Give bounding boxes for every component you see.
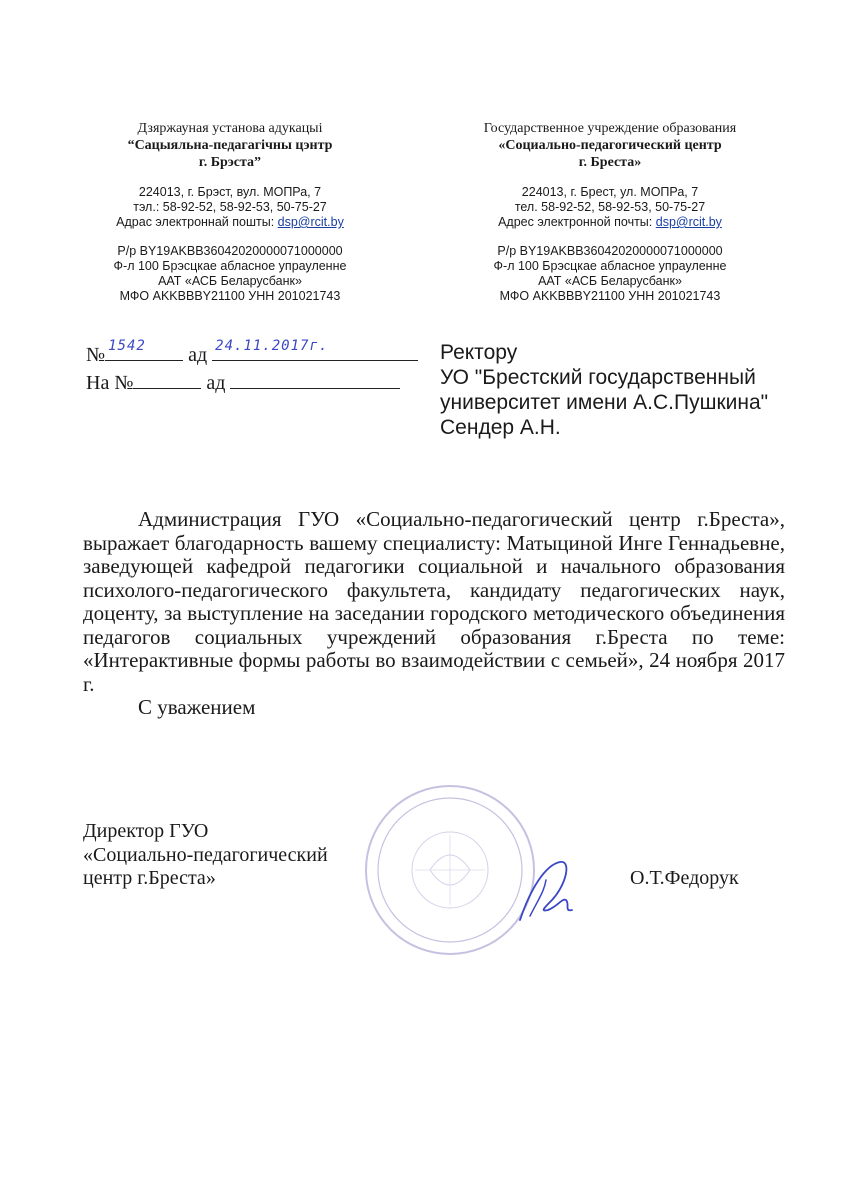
handwritten-number: 1542: [108, 338, 146, 354]
date-field: [212, 340, 418, 361]
signature-title-line1: Директор ГУО: [83, 820, 209, 842]
bank-name: ААТ «АСБ Беларусбанк»: [158, 274, 302, 288]
addressee-line3: университет имени А.С.Пушкина": [440, 391, 769, 414]
org-email-row: [80, 215, 380, 230]
org-name-line3: г. Бреста»: [578, 155, 642, 170]
org-address: 224013, г. Брэст, вул. МОПРа, 7: [138, 185, 322, 199]
org-name-line2: “Сацыяльна-педагагічны цэнтр: [127, 138, 333, 153]
org-email-row: [450, 215, 770, 230]
reply-label: На №: [86, 372, 134, 394]
bank-account: Р/р BY19AKBB36042020000071000000: [117, 244, 343, 258]
number-field: [105, 340, 183, 361]
bank-mfo: МФО AKKBBBY21100 УНН 201021743: [499, 289, 721, 303]
addressee-line2: УО "Брестский государственный: [440, 366, 756, 389]
handwritten-signature: [500, 850, 600, 930]
outgoing-number-row: [86, 340, 418, 368]
handwritten-date: 24.11.2017г.: [215, 338, 329, 354]
letter-paragraph: Администрация ГУО «Социально-педагогический центр г.Бреста», выражает благодарность вашему специалисту: Матыциной Инге Геннадьевне, заведующей кафедрой педагогики социальной и начального образования психолого-педагогического факультета, кандидату педагогических наук, доценту, за выступление на заседании городского методического объединения педагогов социальных учреждений образования г.Бреста по теме: «Интерактивные формы работы во взаимодействии с семьей», 24 ноября 2017 г.: [83, 507, 785, 696]
org-phones: тел. 58-92-52, 58-92-53, 50-75-27: [514, 200, 706, 214]
signature-title-line3: центр г.Бреста»: [83, 867, 216, 889]
reply-date-field: [230, 368, 400, 389]
letter-closing: С уважением: [138, 695, 256, 719]
email-label: Адрас электроннай пошты:: [116, 215, 278, 229]
header-russian: [450, 120, 770, 304]
header-belarusian: [80, 120, 380, 304]
org-name-line1: Государственное учреждение образования: [483, 121, 737, 136]
org-name-line3: г. Брэста”: [198, 155, 262, 170]
org-name-line1: Дзяржауная установа адукацыі: [137, 121, 323, 136]
reply-number-row: [86, 368, 418, 396]
email-link[interactable]: dsp@rcit.by: [655, 215, 722, 229]
signature-title-line2: «Социально-педагогический: [83, 843, 328, 866]
letter-body: [83, 508, 785, 720]
email-link[interactable]: dsp@rcit.by: [277, 215, 344, 229]
bank-account: Р/р BY19AKBB36042020000071000000: [497, 244, 723, 258]
bank-mfo: МФО AKKBBBY21100 УНН 201021743: [119, 289, 341, 303]
addressee-line1: Ректору: [440, 341, 518, 364]
org-name-line2: «Социально-педагогический центр: [498, 138, 722, 153]
number-label: №: [86, 344, 106, 366]
addressee-block: [440, 340, 840, 440]
bank-name: ААТ «АСБ Беларусбанк»: [538, 274, 682, 288]
addressee-line4: Сендер А.Н.: [440, 416, 561, 439]
reply-number-field: [133, 368, 201, 389]
signature-block: [83, 820, 328, 891]
reply-date-label: ад: [206, 372, 226, 394]
reference-block: [86, 340, 418, 396]
email-label: Адрес электронной почты:: [498, 215, 656, 229]
bank-branch: Ф-л 100 Брэсцкае абласное упрауленне: [493, 259, 727, 273]
org-address: 224013, г. Брест, ул. МОПРа, 7: [521, 185, 699, 199]
org-phones: тэл.: 58-92-52, 58-92-53, 50-75-27: [133, 200, 327, 214]
bank-branch: Ф-л 100 Брэсцкае абласное упрауленне: [113, 259, 347, 273]
signer-name: О.Т.Федорук: [630, 867, 739, 889]
date-label: ад: [188, 344, 208, 366]
